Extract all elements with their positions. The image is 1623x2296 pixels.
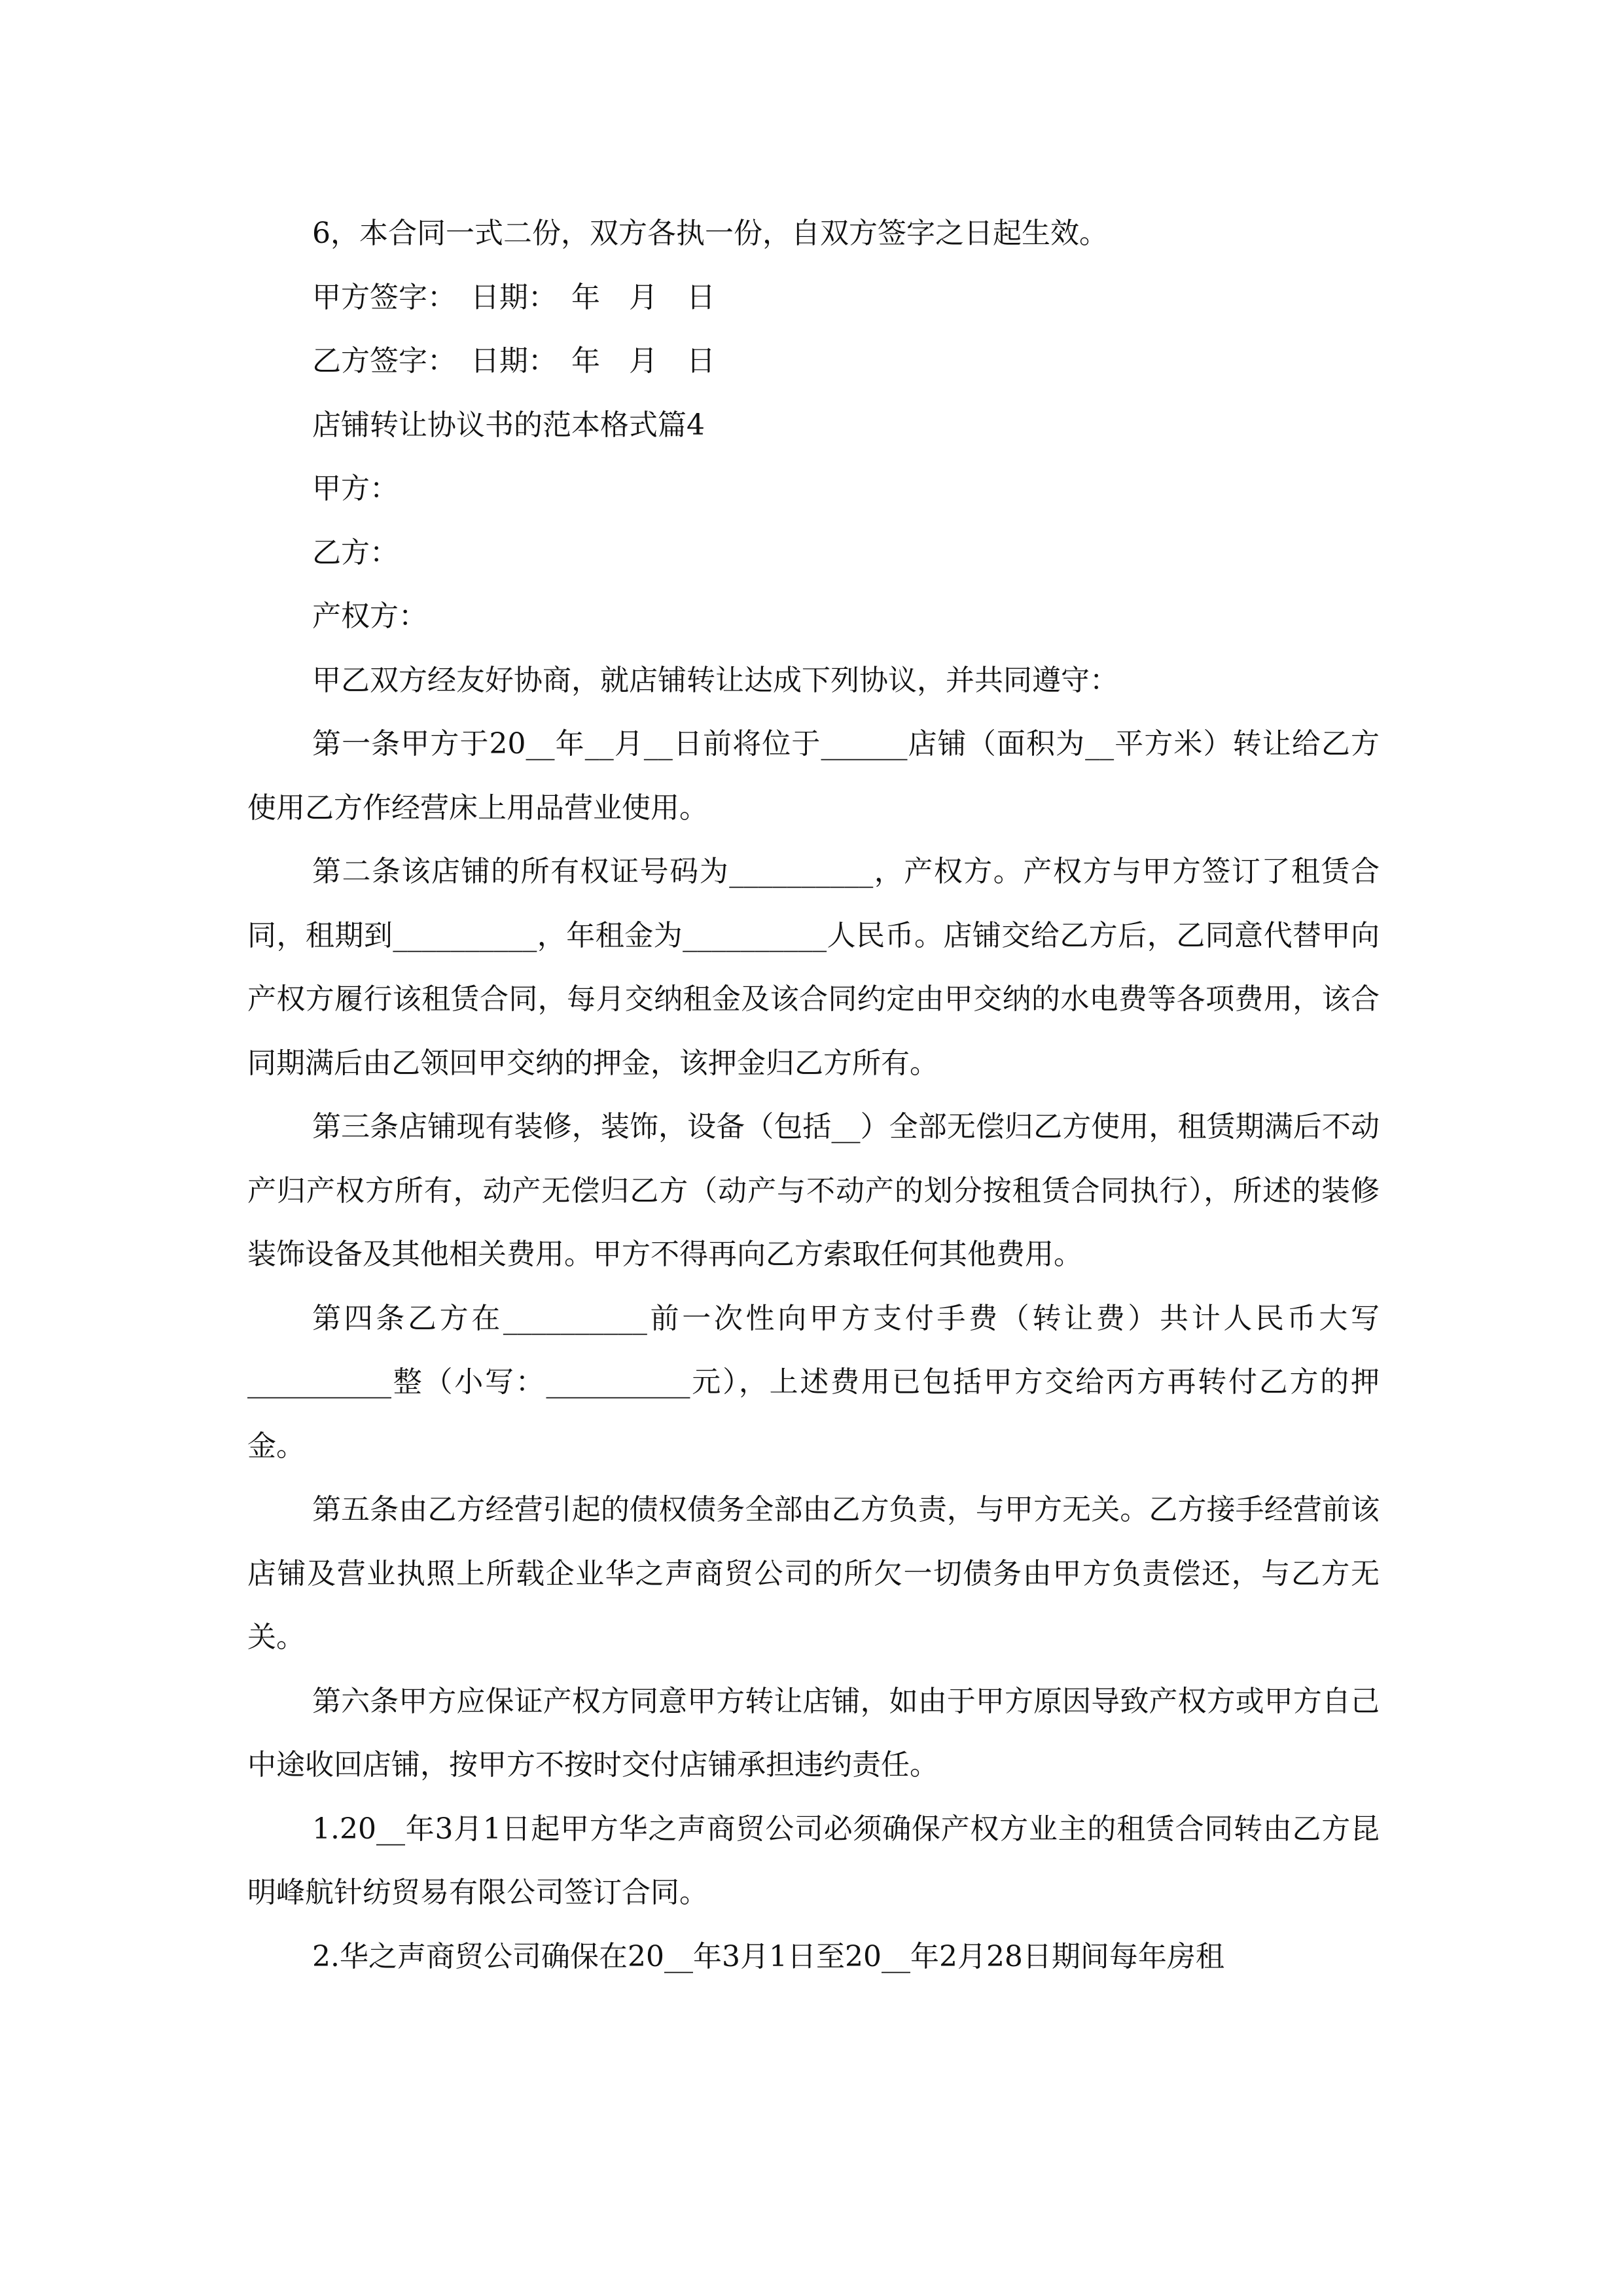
intro-paragraph: 甲乙双方经友好协商，就店铺转让达成下列协议，并共同遵守： [312,663,1118,697]
article-6: 第六条甲方应保证产权方同意甲方转让店铺，如由于甲方原因导致产权方或甲方自己中途收回店铺，按甲方不按时交付店铺承担违约责任。 [247,1684,1380,1782]
signature-party-b: 乙方签字： 日期： 年 月 日 [312,344,715,378]
property-owner-line: 产权方： [312,600,427,633]
article-5: 第五条由乙方经营引起的债权债务全部由乙方负责，与甲方无关。乙方接手经营前该店铺及营业执照上所载企业华之声商贸公司的所欠一切债务由甲方负责偿还，与乙方无关。 [247,1493,1380,1654]
article-2: 第二条该店铺的所有权证号码为__________，产权方。产权方与甲方签订了租赁合同，租期到__________，年租金为__________人民币。店铺交给乙方后，乙同意代替甲向产权方履行该租赁合同，每月交纳租金及该合同约定由甲交纳的水电费等各项费用，该合同期满后由乙领回甲交纳的押金，该押金归乙方所有。 [247,855,1380,1080]
document-body [247,202,1380,1988]
article-4: 第四条乙方在__________前一次性向甲方支付手费（转让费）共计人民币大写__________整（小写：__________元），上述费用已包括甲方交给丙方再转付乙方的押金。 [247,1301,1380,1463]
article-6-item-2: 2.华之声商贸公司确保在20__年3月1日至20__年2月28日期间每年房租 [312,1939,1224,1973]
section-title: 店铺转让协议书的范本格式篇4 [312,408,705,442]
party-a-line: 甲方： [312,472,399,505]
article-1: 第一条甲方于20__年__月__日前将位于______店铺（面积为__平方米）转让给乙方使用乙方作经营床上用品营业使用。 [247,727,1380,825]
clause-effective: 6，本合同一式二份，双方各执一份，自双方签字之日起生效。 [312,217,1108,250]
party-b-line: 乙方： [312,535,399,569]
article-6-item-1: 1.20__年3月1日起甲方华之声商贸公司必须确保产权方业主的租赁合同转由乙方昆明峰航针纺贸易有限公司签订合同。 [247,1812,1380,1909]
signature-party-a: 甲方签字： 日期： 年 月 日 [312,280,715,314]
article-3: 第三条店铺现有装修，装饰，设备（包括__）全部无偿归乙方使用，租赁期满后不动产归产权方所有，动产无偿归乙方（动产与不动产的划分按租赁合同执行），所述的装修装饰设备及其他相关费用。甲方不得再向乙方索取任何其他费用。 [247,1110,1380,1271]
